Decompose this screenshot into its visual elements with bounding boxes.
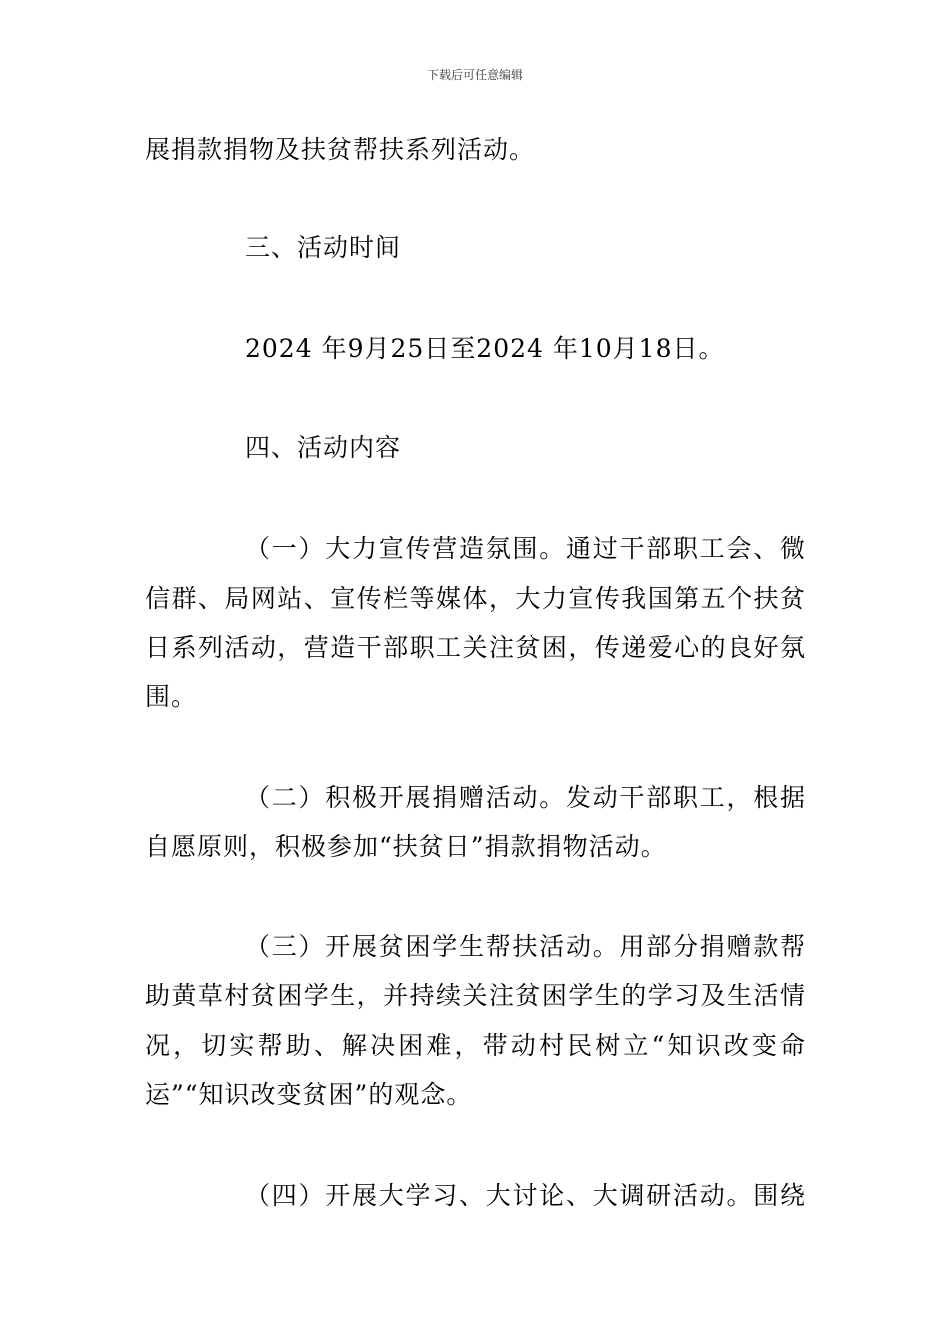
text-line: （四）开展大学习、大讨论、大调研活动。围绕 bbox=[245, 1181, 805, 1210]
text-line: 日系列活动，营造干部职工关注贫困，传递爱心的良好氛 bbox=[145, 633, 805, 662]
page-header: 下载后可任意编辑 bbox=[426, 68, 523, 82]
text-line: 2024 年9月25日至2024 年10月18日。 bbox=[245, 334, 725, 363]
text-line: （一）大力宣传营造氛围。通过干部职工会、微 bbox=[245, 534, 805, 563]
text-line: （二）积极开展捐赠活动。发动干部职工，根据 bbox=[245, 783, 805, 812]
text-line: 信群、局网站、宣传栏等媒体，大力宣传我国第五个扶贫 bbox=[145, 584, 805, 613]
text-line: 展捐款捐物及扶贫帮扶系列活动。 bbox=[145, 135, 536, 164]
section-heading: 四、活动内容 bbox=[245, 433, 402, 462]
text-line: 况，切实帮助、解决困难，带动村民树立“知识改变命 bbox=[145, 1031, 805, 1060]
section-heading: 三、活动时间 bbox=[245, 233, 402, 262]
text-line: （三）开展贫困学生帮扶活动。用部分捐赠款帮 bbox=[245, 932, 805, 961]
text-line: 运”“知识改变贫困”的观念。 bbox=[145, 1080, 473, 1109]
text-line: 自愿原则，积极参加“扶贫日”捐款捐物活动。 bbox=[145, 832, 667, 861]
text-line: 围。 bbox=[145, 682, 198, 711]
text-line: 助黄草村贫困学生，并持续关注贫困学生的学习及生活情 bbox=[145, 981, 805, 1010]
